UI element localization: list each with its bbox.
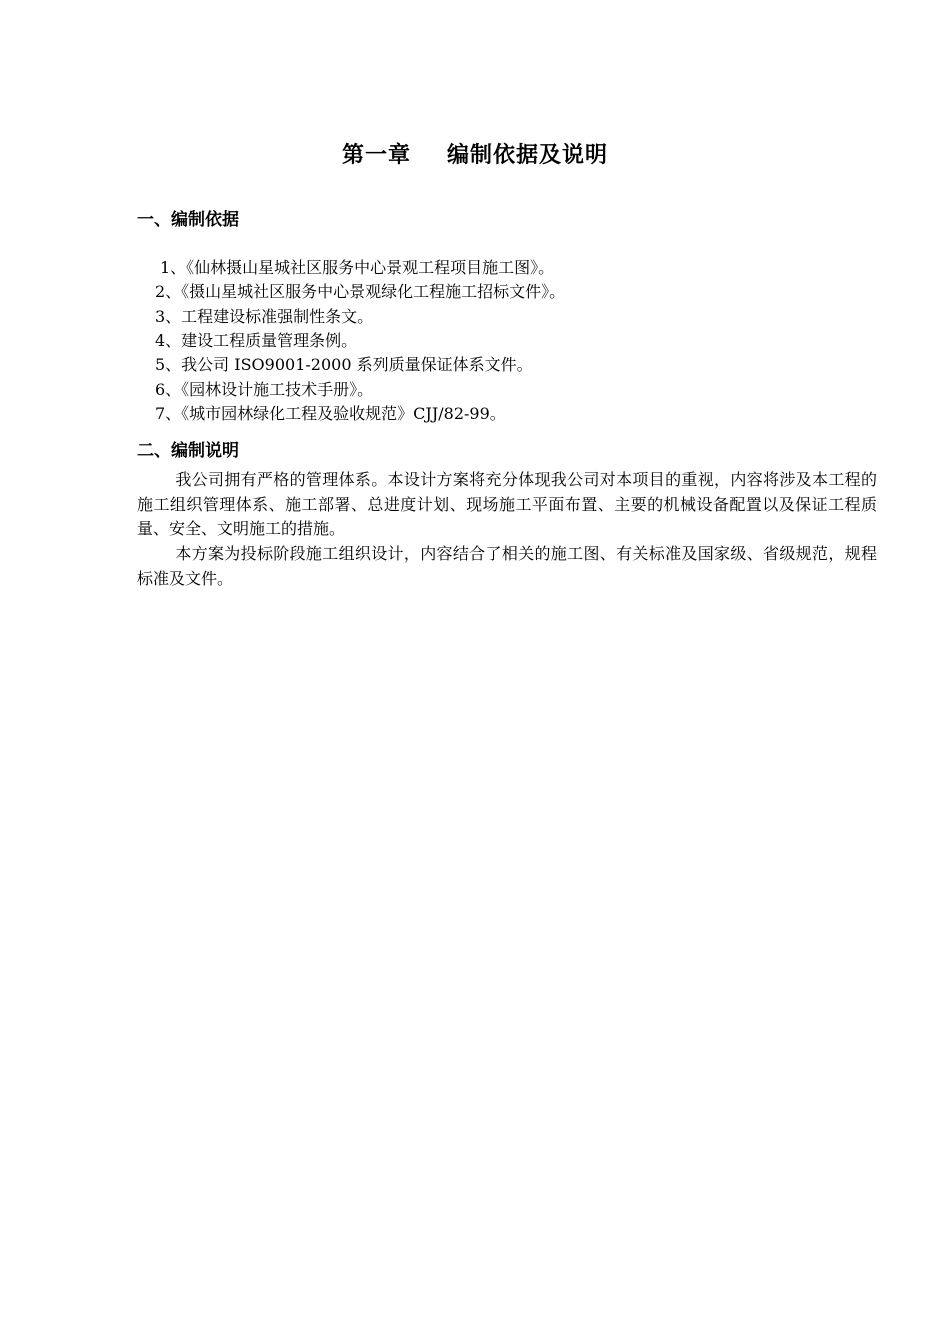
paragraph-text: 我公司拥有严格的管理体系。本设计方案将充分体现我公司对本项目的重视，内容将涉及本工程的施工组织管理体系、施工部署、总进度计划、现场施工平面布置、主要的机械设备配置以及保证工程质量、安全、文明施工的措施。 [137, 470, 877, 538]
list-item: 5、我公司 ISO9001-2000 系列质量保证体系文件。 [155, 355, 533, 375]
list-item: 6、《园林设计施工技术手册》。 [155, 379, 374, 399]
chapter-title [0, 138, 950, 169]
description-paragraph [137, 542, 877, 591]
section-heading-description: 二、编制说明 [137, 441, 239, 461]
list-item: 2、《摄山星城社区服务中心景观绿化工程施工招标文件》。 [155, 282, 566, 302]
paragraph-text: 本方案为投标阶段施工组织设计，内容结合了相关的施工图、有关标准及国家级、省级规范，规程标准及文件。 [137, 544, 877, 588]
list-item: 1、《仙林摄山星城社区服务中心景观工程项目施工图》。 [160, 258, 555, 277]
list-item: 4、建设工程质量管理条例。 [155, 330, 358, 350]
list-item: 3、工程建设标准强制性条文。 [155, 306, 374, 326]
description-paragraph [137, 468, 877, 542]
list-item: 7、《城市园林绿化工程及验收规范》CJJ/82-99。 [155, 403, 506, 423]
chapter-number: 第一章 [341, 143, 411, 168]
chapter-name: 编制依据及说明 [447, 143, 609, 168]
section-heading-basis: 一、编制依据 [137, 210, 239, 230]
